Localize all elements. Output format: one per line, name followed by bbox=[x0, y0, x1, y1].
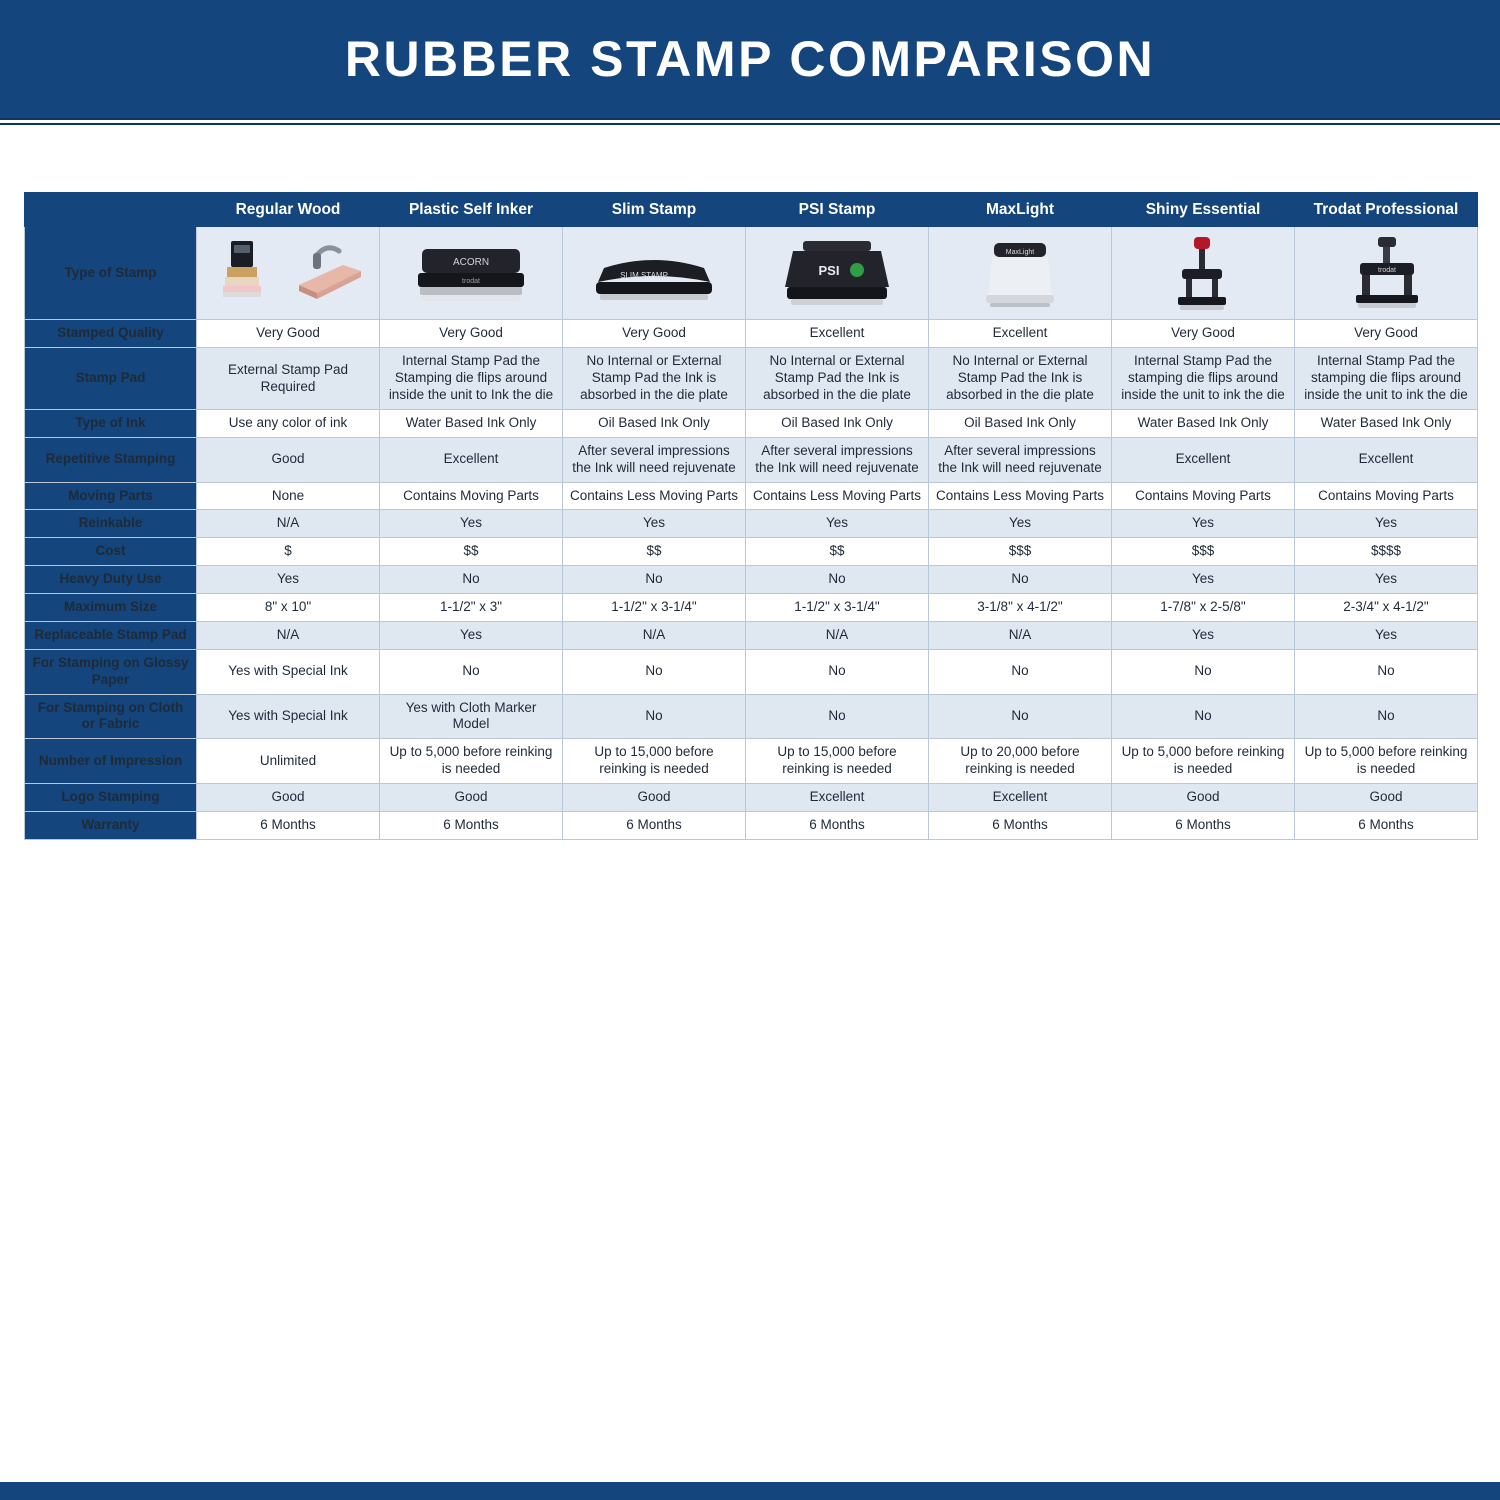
table-row bbox=[25, 621, 1478, 649]
cell: Very Good bbox=[563, 320, 746, 348]
cell: Excellent bbox=[746, 784, 929, 812]
cell: Yes with Cloth Marker Model bbox=[380, 694, 563, 739]
row-label-type-of-stamp: Type of Stamp bbox=[25, 227, 197, 320]
cell: 6 Months bbox=[929, 811, 1112, 839]
svg-text:trodat: trodat bbox=[1378, 267, 1396, 275]
cell: Contains Less Moving Parts bbox=[929, 482, 1112, 510]
cell: No bbox=[563, 694, 746, 739]
cell: $$$ bbox=[929, 538, 1112, 566]
cell: After several impressions the Ink will need rejuvenate bbox=[929, 437, 1112, 482]
stamp-image-regular-wood bbox=[197, 227, 380, 320]
cell: Internal Stamp Pad the stamping die flips around inside the unit to ink the die bbox=[1295, 348, 1478, 410]
cell: Water Based Ink Only bbox=[1295, 409, 1478, 437]
cell: Unlimited bbox=[197, 739, 380, 784]
cell: Oil Based Ink Only bbox=[929, 409, 1112, 437]
cell: 6 Months bbox=[563, 811, 746, 839]
table-row bbox=[25, 739, 1478, 784]
cell: No Internal or External Stamp Pad the Ink is absorbed in the die plate bbox=[746, 348, 929, 410]
cell: Good bbox=[380, 784, 563, 812]
cell: After several impressions the Ink will need rejuvenate bbox=[746, 437, 929, 482]
cell: Up to 5,000 before reinking is needed bbox=[1295, 739, 1478, 784]
cell: Yes bbox=[380, 510, 563, 538]
column-header-psi-stamp: PSI Stamp bbox=[746, 193, 929, 227]
table-row bbox=[25, 320, 1478, 348]
table-header-row bbox=[25, 193, 1478, 227]
cell: Up to 5,000 before reinking is needed bbox=[380, 739, 563, 784]
corner-cell bbox=[25, 193, 197, 227]
cell: Good bbox=[563, 784, 746, 812]
svg-text:SLIM STAMP: SLIM STAMP bbox=[620, 271, 668, 281]
row-label-stamped-quality: Stamped Quality bbox=[25, 320, 197, 348]
cell: Very Good bbox=[197, 320, 380, 348]
cell: No bbox=[1112, 649, 1295, 694]
table-row bbox=[25, 694, 1478, 739]
cell: N/A bbox=[197, 621, 380, 649]
row-label-number-of-impression: Number of Impression bbox=[25, 739, 197, 784]
cell: Contains Moving Parts bbox=[1112, 482, 1295, 510]
svg-text:MaxLight: MaxLight bbox=[1005, 249, 1035, 257]
cell: N/A bbox=[746, 621, 929, 649]
cell: Good bbox=[197, 437, 380, 482]
cell: No bbox=[929, 694, 1112, 739]
cell: No bbox=[746, 649, 929, 694]
row-label-moving-parts: Moving Parts bbox=[25, 482, 197, 510]
stamp-image-trodat-professional bbox=[1295, 227, 1478, 320]
slim-stamp-icon bbox=[588, 238, 720, 308]
stamp-image-slim-stamp bbox=[563, 227, 746, 320]
cell: 2-3/4" x 4-1/2" bbox=[1295, 594, 1478, 622]
cell: Contains Moving Parts bbox=[380, 482, 563, 510]
cell: Excellent bbox=[929, 320, 1112, 348]
cell: No bbox=[563, 566, 746, 594]
cell: 8" x 10" bbox=[197, 594, 380, 622]
cell: 6 Months bbox=[380, 811, 563, 839]
cell: No bbox=[563, 649, 746, 694]
cell: No bbox=[380, 649, 563, 694]
trodat-professional-stamp-icon bbox=[1338, 231, 1434, 315]
table-row bbox=[25, 510, 1478, 538]
cell: Good bbox=[197, 784, 380, 812]
column-header-trodat-professional: Trodat Professional bbox=[1295, 193, 1478, 227]
cell: Yes bbox=[1295, 621, 1478, 649]
comparison-table bbox=[24, 192, 1478, 840]
cell: No Internal or External Stamp Pad the Ink is absorbed in the die plate bbox=[929, 348, 1112, 410]
table-row bbox=[25, 594, 1478, 622]
cell: $$$$ bbox=[1295, 538, 1478, 566]
cell: Contains Moving Parts bbox=[1295, 482, 1478, 510]
cell: Yes bbox=[380, 621, 563, 649]
table-row bbox=[25, 482, 1478, 510]
cell: Oil Based Ink Only bbox=[563, 409, 746, 437]
table-row bbox=[25, 566, 1478, 594]
cell: Excellent bbox=[1112, 437, 1295, 482]
table-row bbox=[25, 348, 1478, 410]
cell: Yes bbox=[563, 510, 746, 538]
page-header bbox=[0, 0, 1500, 118]
cell: No bbox=[929, 566, 1112, 594]
cell: Very Good bbox=[1112, 320, 1295, 348]
cell: $$ bbox=[563, 538, 746, 566]
footer-bar bbox=[0, 1482, 1500, 1500]
cell: 6 Months bbox=[1295, 811, 1478, 839]
row-label-stamp-pad: Stamp Pad bbox=[25, 348, 197, 410]
row-label-reinkable: Reinkable bbox=[25, 510, 197, 538]
cell: N/A bbox=[563, 621, 746, 649]
cell: No bbox=[1295, 649, 1478, 694]
stamp-image-plastic-self-inker bbox=[380, 227, 563, 320]
table-row bbox=[25, 538, 1478, 566]
row-label-cloth-or-fabric: For Stamping on Cloth or Fabric bbox=[25, 694, 197, 739]
row-label-heavy-duty-use: Heavy Duty Use bbox=[25, 566, 197, 594]
cell: N/A bbox=[929, 621, 1112, 649]
cell: N/A bbox=[197, 510, 380, 538]
cell: No bbox=[746, 694, 929, 739]
table-row-stamp-images bbox=[25, 227, 1478, 320]
cell: Very Good bbox=[1295, 320, 1478, 348]
cell: Contains Less Moving Parts bbox=[746, 482, 929, 510]
cell: Yes bbox=[197, 566, 380, 594]
cell: Yes bbox=[1112, 510, 1295, 538]
svg-text:ACORN: ACORN bbox=[452, 257, 490, 269]
cell: 6 Months bbox=[746, 811, 929, 839]
row-label-glossy-paper: For Stamping on Glossy Paper bbox=[25, 649, 197, 694]
cell: 6 Months bbox=[197, 811, 380, 839]
column-header-maxlight: MaxLight bbox=[929, 193, 1112, 227]
row-label-type-of-ink: Type of Ink bbox=[25, 409, 197, 437]
cell: Excellent bbox=[380, 437, 563, 482]
cell: Up to 15,000 before reinking is needed bbox=[746, 739, 929, 784]
row-label-warranty: Warranty bbox=[25, 811, 197, 839]
cell: Up to 15,000 before reinking is needed bbox=[563, 739, 746, 784]
row-label-replaceable-stamp-pad: Replaceable Stamp Pad bbox=[25, 621, 197, 649]
row-label-repetitive-stamping: Repetitive Stamping bbox=[25, 437, 197, 482]
cell: External Stamp Pad Required bbox=[197, 348, 380, 410]
column-header-shiny-essential: Shiny Essential bbox=[1112, 193, 1295, 227]
maxlight-stamp-icon bbox=[972, 233, 1068, 313]
cell: No bbox=[380, 566, 563, 594]
cell: No bbox=[746, 566, 929, 594]
column-header-regular-wood: Regular Wood bbox=[197, 193, 380, 227]
cell: Internal Stamp Pad the stamping die flips around inside the unit to ink the die bbox=[1112, 348, 1295, 410]
cell: Very Good bbox=[380, 320, 563, 348]
cell: $$ bbox=[746, 538, 929, 566]
cell: Up to 20,000 before reinking is needed bbox=[929, 739, 1112, 784]
cell: After several impressions the Ink will need rejuvenate bbox=[563, 437, 746, 482]
cell: Up to 5,000 before reinking is needed bbox=[1112, 739, 1295, 784]
column-header-slim-stamp: Slim Stamp bbox=[563, 193, 746, 227]
wood-stamp-icon bbox=[211, 233, 285, 313]
cell: 1-1/2" x 3" bbox=[380, 594, 563, 622]
cell: No Internal or External Stamp Pad the Ink is absorbed in the die plate bbox=[563, 348, 746, 410]
cell: Yes bbox=[1112, 566, 1295, 594]
cell: Good bbox=[1112, 784, 1295, 812]
cell: Yes bbox=[929, 510, 1112, 538]
row-label-logo-stamping: Logo Stamping bbox=[25, 784, 197, 812]
shiny-essential-stamp-icon bbox=[1166, 231, 1240, 315]
cell: 1-1/2" x 3-1/4" bbox=[563, 594, 746, 622]
cell: 1-7/8" x 2-5/8" bbox=[1112, 594, 1295, 622]
cell: No bbox=[929, 649, 1112, 694]
cell: Yes with Special Ink bbox=[197, 694, 380, 739]
cell: Oil Based Ink Only bbox=[746, 409, 929, 437]
cell: Contains Less Moving Parts bbox=[563, 482, 746, 510]
table-row bbox=[25, 437, 1478, 482]
column-header-plastic-self-inker: Plastic Self Inker bbox=[380, 193, 563, 227]
comparison-table-wrap bbox=[24, 192, 1476, 840]
table-row bbox=[25, 811, 1478, 839]
cell: $$$ bbox=[1112, 538, 1295, 566]
svg-text:trodat: trodat bbox=[462, 278, 480, 286]
cell: Water Based Ink Only bbox=[380, 409, 563, 437]
table-row bbox=[25, 649, 1478, 694]
cell: No bbox=[1295, 694, 1478, 739]
cell: Water Based Ink Only bbox=[1112, 409, 1295, 437]
stamp-image-shiny-essential bbox=[1112, 227, 1295, 320]
cell: Use any color of ink bbox=[197, 409, 380, 437]
svg-text:PSI: PSI bbox=[818, 263, 840, 279]
cell: 3-1/8" x 4-1/2" bbox=[929, 594, 1112, 622]
stamp-image-maxlight bbox=[929, 227, 1112, 320]
plastic-self-inker-icon bbox=[408, 233, 534, 313]
header-divider bbox=[0, 118, 1500, 125]
psi-stamp-icon bbox=[777, 233, 897, 313]
row-label-cost: Cost bbox=[25, 538, 197, 566]
cell: Yes bbox=[746, 510, 929, 538]
cell: No bbox=[1112, 694, 1295, 739]
cell: Internal Stamp Pad the Stamping die flips around inside the unit to Ink the die bbox=[380, 348, 563, 410]
cell: Yes bbox=[1112, 621, 1295, 649]
cell: Yes with Special Ink bbox=[197, 649, 380, 694]
cell: Excellent bbox=[929, 784, 1112, 812]
cell: $$ bbox=[380, 538, 563, 566]
cell: 1-1/2" x 3-1/4" bbox=[746, 594, 929, 622]
stamp-image-psi-stamp bbox=[746, 227, 929, 320]
table-row bbox=[25, 409, 1478, 437]
cell: Good bbox=[1295, 784, 1478, 812]
cell: Excellent bbox=[1295, 437, 1478, 482]
cell: Yes bbox=[1295, 566, 1478, 594]
cell: None bbox=[197, 482, 380, 510]
cell: 6 Months bbox=[1112, 811, 1295, 839]
stamp-pad-icon bbox=[291, 233, 365, 313]
row-label-maximum-size: Maximum Size bbox=[25, 594, 197, 622]
cell: $ bbox=[197, 538, 380, 566]
cell: Yes bbox=[1295, 510, 1478, 538]
table-row bbox=[25, 784, 1478, 812]
cell: Excellent bbox=[746, 320, 929, 348]
page-title: RUBBER STAMP COMPARISON bbox=[344, 31, 1156, 87]
